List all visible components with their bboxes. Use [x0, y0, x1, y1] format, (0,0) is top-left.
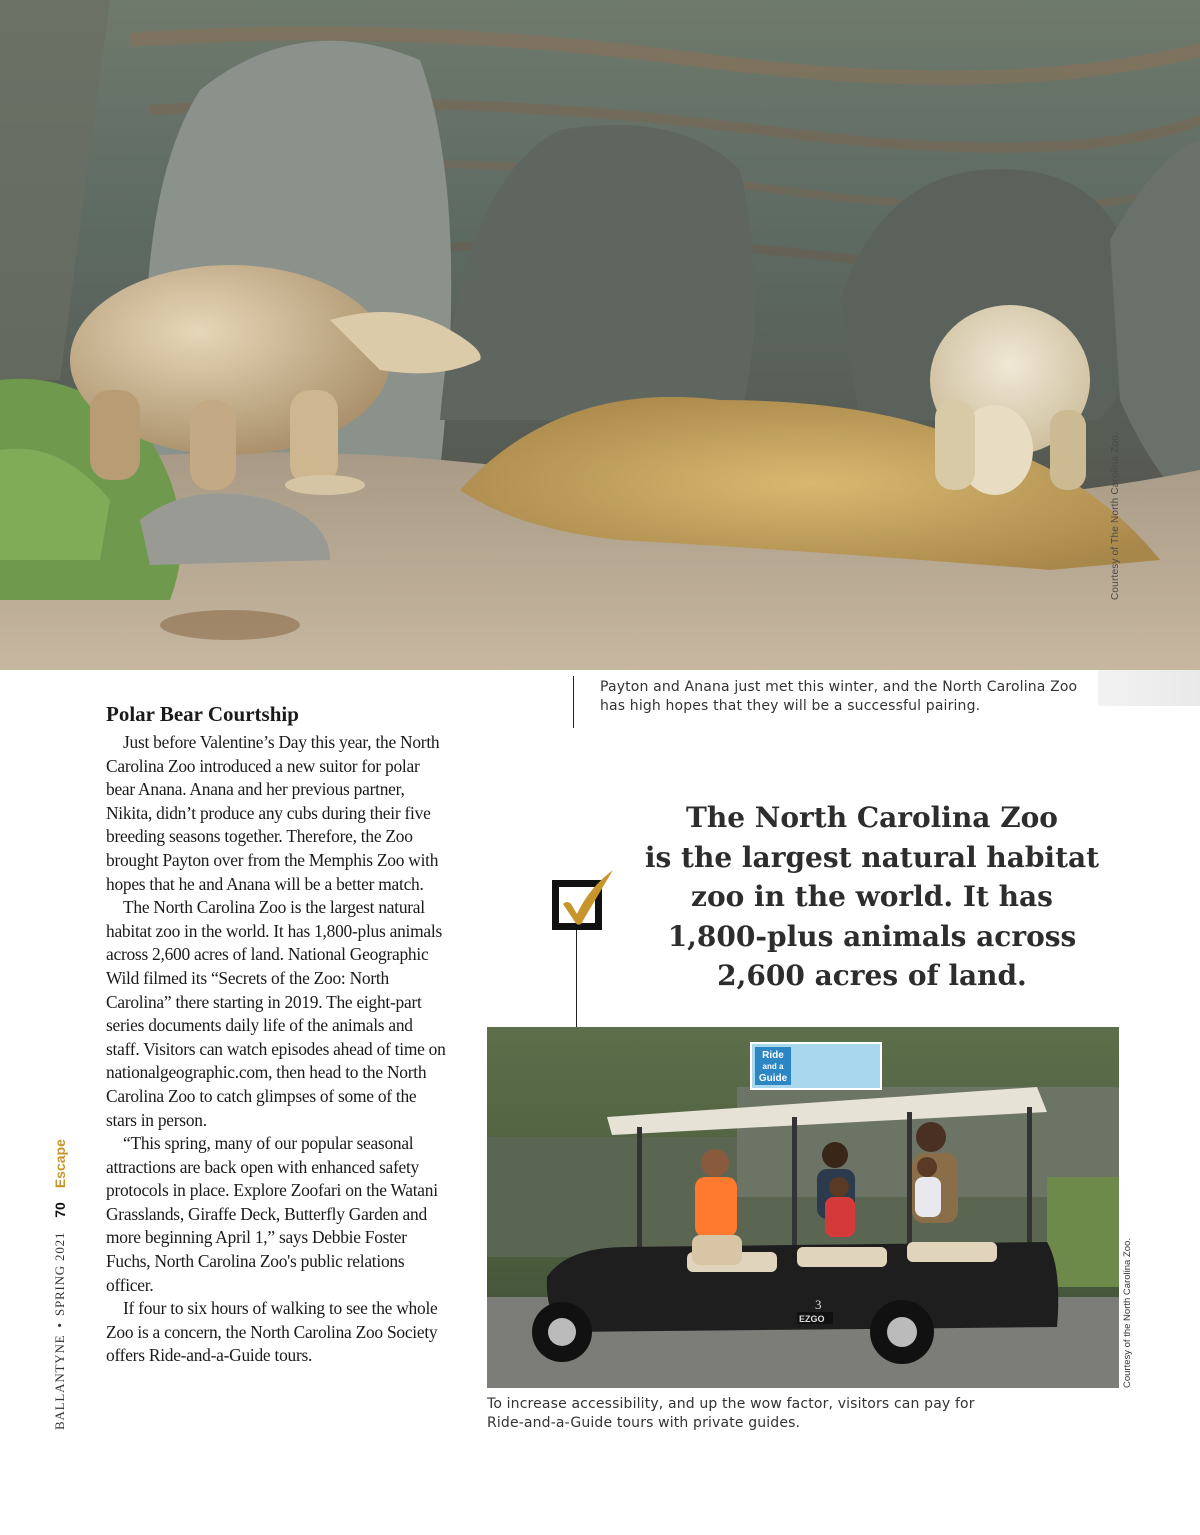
polar-bear-enclosure-image [0, 0, 1200, 670]
pull-quote-line: is the largest natural habitat [644, 840, 1100, 874]
hero-photo [0, 0, 1200, 670]
pull-quote-line: The North Carolina Zoo [686, 801, 1058, 834]
cart-caption: To increase accessibility, and up the wow factor, visitors can pay for Ride-and-a-Guide tours with private guides. [487, 1396, 975, 1431]
sign-text: Ride [762, 1050, 784, 1061]
caption-rule [573, 676, 574, 728]
pull-quote [620, 798, 1124, 996]
page-number: 70 [52, 1202, 68, 1218]
sign-text: Guide [758, 1073, 788, 1084]
polar-bear-anana [930, 305, 1090, 495]
pull-quote-line: zoo in the world. It has [691, 880, 1053, 913]
cart-photo [487, 1027, 1119, 1388]
issue-date: SPRING 2021 [52, 1231, 67, 1317]
hero-caption: Payton and Anana just met this winter, and the North Carolina Zoo has high hopes that they will be a successful pairing. [600, 679, 1078, 714]
folio-separator: • [52, 1323, 67, 1328]
sign-text: and a [762, 1062, 784, 1071]
cart-brand: EZGO [799, 1314, 825, 1324]
section-name: Escape [52, 1139, 68, 1189]
pull-quote-rule [576, 930, 577, 1027]
article-paragraph: “This spring, many of our popular seasonal attractions are back open with enhanced safety protocols in place. Explore Zoofari on the Watani Grasslands, Giraffe Deck, Butterfly Garden and more beginning April 1,” says Debbie Foster Fuchs, North Carolina Zoo's public relations officer. [106, 1133, 438, 1295]
article-paragraph: If four to six hours of walking to see the whole Zoo is a concern, the North Carolina Zoo Society offers Ride-and-a-Guide tours. [106, 1298, 438, 1366]
checkmark-icon [553, 864, 619, 930]
article-paragraph: The North Carolina Zoo is the largest natural habitat zoo in the world. It has 1,800-plus animals across 2,600 acres of land. National Geographic Wild filmed its “Secrets of the Zoo: North Carolina” there starting in 2019. The eight-part series documents daily life of the animals and staff. Visitors can watch episodes ahead of time on nationalgeographic.com, then head to the North Carolina Zoo to catch glimpses of some of the stars in person. [106, 897, 446, 1130]
article-headline: Polar Bear Courtship [106, 702, 299, 726]
magazine-name: BALLANTYNE [52, 1334, 67, 1430]
decorative-tab [1098, 670, 1200, 706]
hero-photo-credit: Courtesy of The North Carolina Zoo. [1110, 431, 1121, 600]
cart-number: 3 [815, 1297, 822, 1312]
article-paragraph: Just before Valentine’s Day this year, the North Carolina Zoo introduced a new suitor for polar bear Anana. Anana and her previous partner, Nikita, didn’t produce any cubs during their five breeding seasons together. Therefore, the Zoo brought Payton over from the Memphis Zoo with hopes that he and Anana will be a better match. [106, 732, 440, 894]
page-folio [51, 1110, 69, 1430]
pull-quote-line: 2,600 acres of land. [717, 959, 1027, 992]
golf-cart-tour-image [487, 1027, 1119, 1388]
cart-photo-credit: Courtesy of the North Carolina Zoo. [1122, 1238, 1133, 1388]
pull-quote-line: 1,800-plus animals across [667, 919, 1077, 953]
article-body [106, 731, 446, 1368]
